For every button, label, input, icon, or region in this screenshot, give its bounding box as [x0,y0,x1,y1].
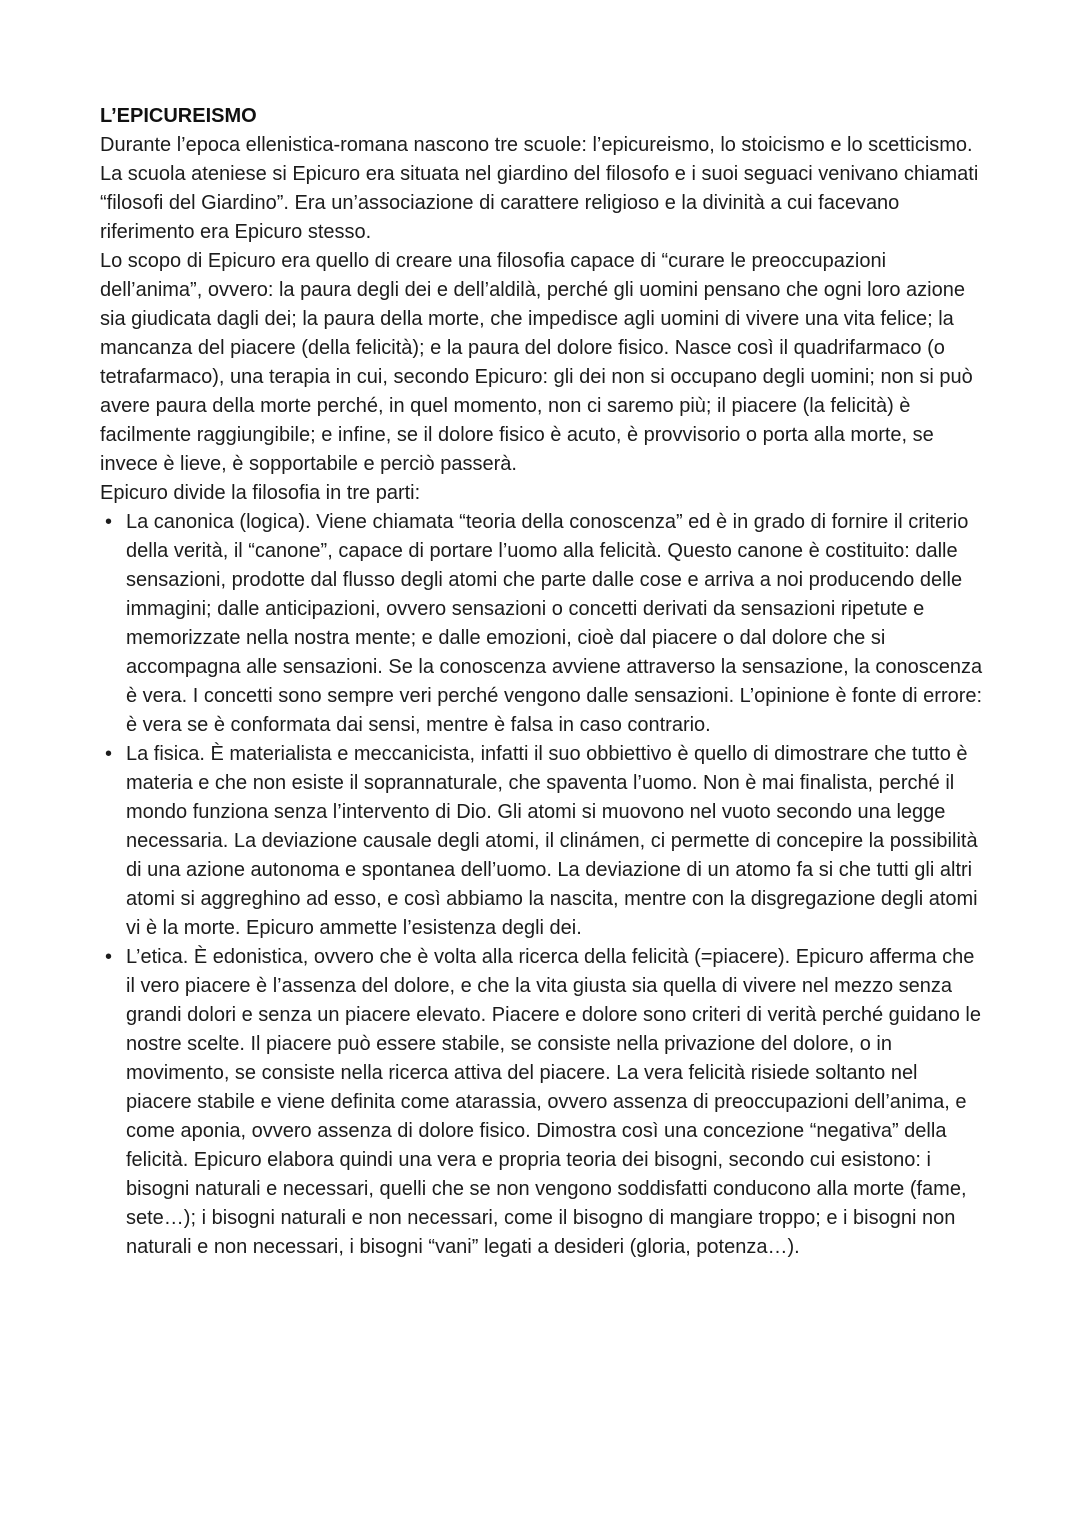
document-title: L’EPICUREISMO [100,105,257,127]
philosophy-parts-list [100,508,984,1262]
paragraph-athenian-school: La scuola ateniese si Epicuro era situata nel giardino del filosofo e i suoi seguaci venivano chiamati “filosofi del Giardino”. Era un’associazione di carattere religioso e la divinità a cui facevano riferimento era Epicuro stesso. [100,163,979,243]
list-item-etica-text: L’etica. È edonistica, ovvero che è volta alla ricerca della felicità (=piacere). Epicuro afferma che il vero piacere è l’assenza del dolore, e che la vita giusta sia quella di vivere nel mezzo senza grandi dolori e senza un piacere elevato. Piacere e dolore sono criteri di verità perché guidano le nostre scelte. Il piacere può essere stabile, se consiste nella privazione del dolore, o in movimento, se consiste nella ricerca attiva del piacere. La vera felicità risiede soltanto nel piacere stabile e viene definita come atarassia, ovvero assenza di preoccupazioni dell’anima, e come aponia, ovvero assenza di dolore fisico. Dimostra così una concezione “negativa” della felicità. Epicuro elabora quindi una vera e propria teoria dei bisogni, secondo cui esistono: i bisogni naturali e necessari, quelli che se non vengono soddisfatti conducono alla morte (fame, sete…); i bisogni naturali e non necessari, come il bisogno di mangiare troppo; e i bisogni non naturali e non necessari, i bisogni “vani” legati a desideri (gloria, potenza…). [126,946,981,1258]
list-item-canonica-text: La canonica (logica). Viene chiamata “teoria della conoscenza” ed è in grado di fornire il criterio della verità, il “canone”, capace di portare l’uomo alla felicità. Questo canone è costituito: dalle sensazioni, prodotte dal flusso degli atomi che parte dalle cose e arriva a noi producendo delle immagini; dalle anticipazioni, ovvero sensazioni o concetti derivati da sensazioni ripetute e memorizzate nella nostra mente; e dalle emozioni, cioè dal piacere o dal dolore che si accompagna alle sensazioni. Se la conoscenza avviene attraverso la sensazione, la conoscenza è vera. I concetti sono sempre veri perché vengono dalle sensazioni. L’opinione è fonte di errore: è vera se è conformata dai sensi, mentre è falsa in caso contrario. [126,511,983,736]
document-page [100,102,984,1262]
bullet-icon: • [105,511,113,533]
list-item-fisica-text: La fisica. È materialista e meccanicista, infatti il suo obbiettivo è quello di dimostrare che tutto è materia e che non esiste il soprannaturale, che spaventa l’uomo. Non è mai finalista, perché il mondo funziona senza l’intervento di Dio. Gli atomi si muovono nel vuoto secondo una legge necessaria. La deviazione causale degli atomi, il clinámen, ci permette di concepire la possibilità di una azione autonoma e spontanea dell’uomo. La deviazione di un atomo fa si che tutti gli altri atomi si aggreghino ad esso, e così abbiamo la nascita, mentre con la disgregazione degli atomi vi è la morte. Epicuro ammette l’esistenza degli dei. [126,743,978,939]
list-item-etica [100,943,984,1262]
paragraph-philosophy-parts-lead: Epicuro divide la filosofia in tre parti: [100,482,421,504]
bullet-icon: • [105,743,113,765]
list-item-fisica [100,740,984,943]
bullet-icon: • [105,946,113,968]
list-item-canonica [100,508,984,740]
paragraph-purpose-quadrifarmaco: Lo scopo di Epicuro era quello di creare una filosofia capace di “curare le preoccupazioni dell’anima”, ovvero: la paura degli dei e dell’aldilà, perché gli uomini pensano che ogni loro azione sia giudicata dagli dei; la paura della morte, che impedisce agli uomini di vivere una vita felice; la mancanza del piacere (della felicità); e la paura del dolore fisico. Nasce così il quadrifarmaco (o tetrafarmaco), una terapia in cui, secondo Epicuro: gli dei non si occupano degli uomini; non si può avere paura della morte perché, in quel momento, non ci saremo più; il piacere (la felicità) è facilmente raggiungibile; e infine, se il dolore fisico è acuto, è provvisorio o porta alla morte, se invece è lieve, è sopportabile e perciò passerà. [100,250,973,475]
paragraph-intro-schools: Durante l’epoca ellenistica-romana nascono tre scuole: l’epicureismo, lo stoicismo e lo scetticismo. [100,134,973,156]
